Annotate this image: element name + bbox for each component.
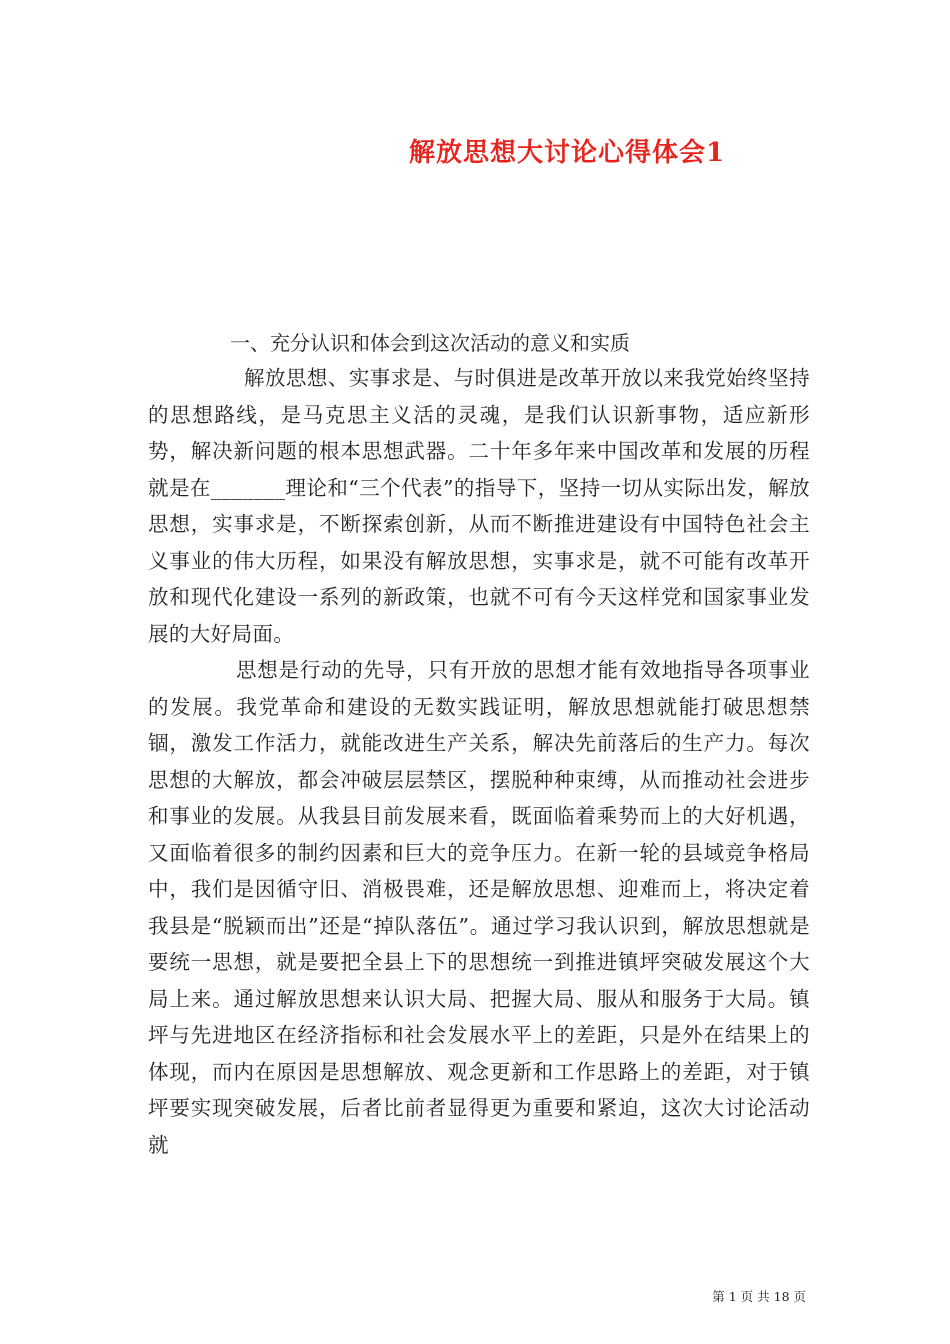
document-title [0, 132, 950, 169]
section-heading: 一、充分认识和体会到这次活动的意义和实质 [230, 331, 630, 355]
page-footer: 第 1 页 共 18 页 [712, 1289, 806, 1304]
document-title-text: 解放思想大讨论心得体会1 [408, 138, 726, 168]
body-paragraph: 思想是行动的先导，只有开放的思想才能有效地指导各项事业的发展。我党革命和建设的无数实践证明，解放思想就能打破思想禁锢，激发工作活力，就能改进生产关系，解决先前落后的生产力。每次思想的大解放，都会冲破层层禁区，摆脱种种束缚，从而推动社会进步和事业的发展。从我县目前发展来看，既面临着乘势而上的大好机遇，又面临着很多的制约因素和巨大的竞争压力。在新一轮的县域竞争格局中，我们是因循守旧、消极畏难，还是解放思想、迎难而上，将决定着我县是“脱颖而出”还是“掉队落伍”。通过学习我认识到，解放思想就是要统一思想，就是要把全县上下的思想统一到推进镇坪突破发展这个大局上来。通过解放思想来认识大局、把握大局、服从和服务于大局。镇坪与先进地区在经济指标和社会发展水平上的差距，只是外在结果上的体现，而内在原因是思想解放、观念更新和工作思路上的差距，对于镇坪要实现突破发展，后者比前者显得更为重要和紧迫，这次大讨论活动就 [148, 658, 810, 1157]
body-paragraph: 解放思想、实事求是、与时俱进是改革开放以来我党始终坚持的思想路线，是马克思主义活的灵魂，是我们认识新事物，适应新形势，解决新问题的根本思想武器。二十年多年来中国改革和发展的历程就是在_______理论和“三个代表”的指导下，坚持一切从实际出发，解放思想，实事求是，不断探索创新，从而不断推进建设有中国特色社会主义事业的伟大历程，如果没有解放思想，实事求是，就不可能有改革开放和现代化建设一系列的新政策，也就不可有今天这样党和国家事业发展的大好局面。 [148, 366, 810, 646]
document-body [148, 360, 810, 1163]
